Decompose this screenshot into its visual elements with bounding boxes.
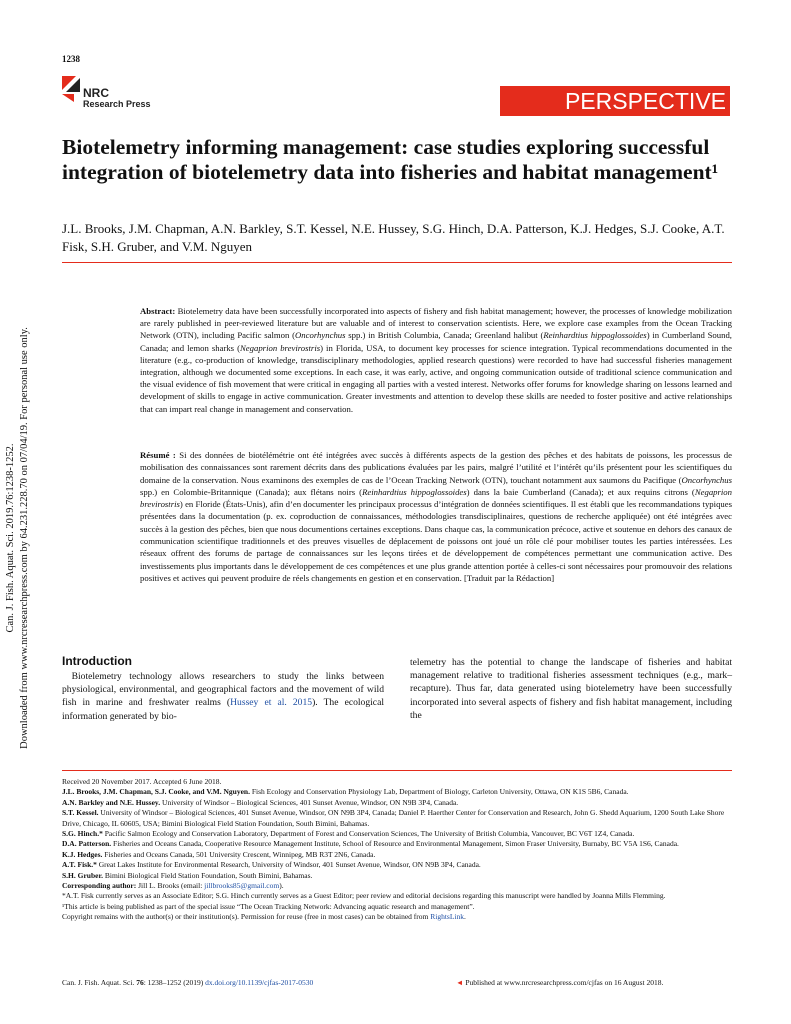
footer-pages: : 1238–1252 (2019) <box>143 978 204 987</box>
special-issue-note: ¹This article is being published as part of the special issue “The Ocean Tracking Network: Advancing aquatic research and management”. <box>62 901 475 911</box>
footer-citation <box>62 978 313 987</box>
affiliation-text: Bimini Biological Field Station Foundation, South Bimini, Bahamas. <box>102 870 313 880</box>
affiliation-names: S.H. Gruber. <box>62 870 103 880</box>
affiliation <box>62 850 732 860</box>
abstract-species-3: Negaprion brevirostris <box>240 342 321 353</box>
abstract-text-1: Biotelemetry data have been successfully incorporated into aspects of fishery and fish habitat management; however, the processes of knowledge mobilization are rarely published in peer-reviewed literature but are valuable and of interest to conservation scientists. Here, we explore case examples from the Ocean Tracking Network (OTN), including Pacific salmon ( <box>140 306 732 341</box>
copyright-end: . <box>464 912 466 922</box>
publisher-logo <box>62 74 182 114</box>
article-title: Biotelemetry informing management: case studies exploring successful integration of biotelemetry data into fisheries and habitat management¹ <box>62 135 719 184</box>
affiliation-text: University of Windsor – Biological Sciences, 401 Sunset Avenue, Windsor, ON N9B 3P4, Canada. <box>160 797 459 807</box>
abstract-text-4: ) in Florida, USA, to document key processes for science integration. Typical recommendations documented in the literature (e.g., co-production of knowledge, transdisciplinary methodologies, applied research questions) were recorded to have had successful fisheries management integration, although we documented some exceptions. In each case, it was early, active, and ongoing communication outside of traditional science communication and the visual evidence of fish movement that were critical in engaging all parties with a vested interest. Networks offer forums for knowledge sharing on lessons learned and development of skills to engage in active communication. Greater investments and attention to develop these skills are needed to foster positive and active relationships that can impart real change in management and conservation. <box>140 342 732 414</box>
footer-journal: Can. J. Fish. Aquat. Sci. <box>62 978 135 987</box>
introduction-heading: Introduction <box>62 654 132 668</box>
logo-research-press-text: Research Press <box>83 99 151 109</box>
affiliation <box>62 798 732 808</box>
rightslink-link[interactable]: RightsLink <box>430 912 465 922</box>
notes-divider <box>62 770 732 771</box>
author-list: J.L. Brooks, J.M. Chapman, A.N. Barkley, S.T. Kessel, N.E. Hussey, S.G. Hinch, D.A. Patterson, K.J. Hedges, S.J. Cooke, A.T. Fisk, S.H. Gruber, and V.M. Nguyen <box>62 221 725 254</box>
abstract-text-3: ) in Cumberland Sound, Canada; and lemon sharks ( <box>140 330 732 353</box>
intro-text-1: Biotelemetry technology allows researchers to study the links between physiological, environmental, and geographical factors and the movement of wild fish in marine and freshwater realms ( <box>62 671 384 709</box>
affiliation-names: S.T. Kessel. <box>62 808 99 818</box>
affiliation-names: A.T. Fisk.* <box>62 860 97 870</box>
affiliation-names: A.N. Barkley and N.E. Hussey. <box>62 797 161 807</box>
published-arrow-icon: ◄ <box>456 978 464 987</box>
affiliation-text: Fisheries and Oceans Canada, 501 University Crescent, Winnipeg, MB R3T 2N6, Canada. <box>102 849 376 859</box>
affiliation-names: D.A. Patterson. <box>62 839 112 849</box>
copyright-text: Copyright remains with the author(s) or their institution(s). Permission for reuse (free in most cases) can be obtained from <box>62 912 431 922</box>
title-divider <box>62 262 732 263</box>
doi-link[interactable]: dx.doi.org/10.1139/cjfas-2017-0530 <box>205 978 314 987</box>
affiliation-text: Fisheries and Oceans Canada, Cooperative Resource Management Institute, School of Resource and Environmental Management, Simon Fraser University, Burnaby, BC V5A 1S6, Canada. <box>111 839 679 849</box>
affiliation-names: J.L. Brooks, J.M. Chapman, S.J. Cooke, and V.M. Nguyen. <box>62 787 250 797</box>
affiliation <box>62 860 732 870</box>
email-link[interactable]: jillbrooks85@gmail.com <box>204 881 280 891</box>
abstract-text-2: spp.) in British Columbia, Canada; Greenland halibut ( <box>345 330 544 341</box>
sidebar-download-note: Downloaded from www.nrcresearchpress.com by 64.231.228.70 on 07/04/19. For personal use only. <box>19 327 30 749</box>
citation-link[interactable]: Hussey et al. 2015 <box>230 697 313 709</box>
corresponding-author <box>62 881 732 891</box>
intro-column-left <box>62 670 384 723</box>
affiliation-text: University of Windsor – Biological Sciences, 401 Sunset Avenue, Windsor, ON N9B 3P4, Canada; Daniel P. Haerther Center for Conservation and Research, John G. Shedd Aquarium, 1200 South Lake Shore Drive, Chicago, IL 60605, USA; Bimini Biological Field Station Foundation, South Bimini, Bahamas. <box>62 808 725 828</box>
resume-text-4: ) en Floride (États-Unis), afin d’en documenter les principaux processus d’intégration de données scientifiques. Il est établi que les recommandations typiques présentées dans la documentation (p. ex. coproduction de connaissances, méthodologies transdisciplinaires, questions de recherche appliquée) ont été intégrées avec succès à la gestion des pêches, bien que nous documentions certaines exceptions. Dans chaque cas, la communication précoce, active et soutenue en dehors des canaux de communication scientifique traditionnels et des preuves visuelles de déplacement de poissons ont joué un rôle clé pour mobiliser toutes les parties intéressées. Les réseaux offrent des forums de partage de connaissances sur les leçons tirées et de développement de compétences permettant une communication active. Des investissements plus importants dans le développement de ces compétences et une plus grande attention portée à celles-ci sont nécessaires pour promouvoir des relations positives et actives qui peuvent produire de réels changements en gestion et en conservation. [Traduit par la Rédaction] <box>140 499 732 583</box>
abstract <box>140 305 732 415</box>
copyright-note <box>62 912 732 922</box>
affiliation-text: Great Lakes Institute for Environmental Research, University of Windsor, 401 Sunset Avenue, Windsor, ON N9B 3P4, Canada. <box>96 860 481 870</box>
logo-nrc-text: NRC <box>83 86 109 100</box>
affiliation-text: Fish Ecology and Conservation Physiology Lab, Department of Biology, Carleton University, Ottawa, ON K1S 5B6, Canada. <box>249 787 629 797</box>
resume-species-2: Reinhardtius hippoglossoides <box>362 486 467 497</box>
abstract-species-1: Oncorhynchus <box>295 330 346 341</box>
perspective-banner: PERSPECTIVE <box>500 86 730 116</box>
abstract-species-2: Reinhardtius hippoglossoides <box>543 330 647 341</box>
published-text: Published at www.nrcresearchpress.com/cjfas on 16 August 2018. <box>465 978 664 987</box>
resume-text-3: ) dans la baie Cumberland (Canada); et aux requins citrons ( <box>466 486 695 497</box>
received-dates: Received 20 November 2017. Accepted 6 June 2018. <box>62 777 222 786</box>
affiliation <box>62 839 732 849</box>
affiliation <box>62 808 732 829</box>
page-number: 1238 <box>62 54 80 64</box>
intro-text-2: ). The ecological information generated by bio- <box>62 697 384 722</box>
affiliation <box>62 829 732 839</box>
abstract-label: Abstract: <box>140 306 176 316</box>
footer-volume: 76 <box>136 978 144 987</box>
resume-label: Résumé : <box>140 450 176 460</box>
sidebar-citation: Can. J. Fish. Aquat. Sci. 2019.76:1238-1252. <box>5 443 16 633</box>
intro-column-right: telemetry has the potential to change the landscape of fisheries and habitat management relative to traditional fisheries assessment techniques (e.g., mark–recapture). Thus far, data generated using biotelemetry have been successfully incorporated into several aspects of fishery and fish habitat management, including the <box>410 657 732 721</box>
resume-species-1: Oncorhynchus <box>681 474 732 485</box>
footer-published <box>456 978 663 987</box>
affiliation-names: K.J. Hedges. <box>62 849 103 859</box>
resume-text-1: Si des données de biotélémétrie ont été intégrées avec succès à différents aspects de la gestion des pêches et des habitats de poissons, les processus de mobilisation des connaissances sont rarement décrits dans des publications évaluées par les pairs, malgré l’utilité et l’intérêt qu’ils présentent pour les scientifiques du domaine de la conservation. Nous examinons des exemples de cas de l’Ocean Tracking Network (OTN), touchant notamment aux saumons du Pacifique ( <box>140 450 732 485</box>
article-notes <box>62 777 732 923</box>
download-sidebar <box>4 268 32 808</box>
affiliation <box>62 787 732 797</box>
resume-text-2: spp.) en Colombie-Britannique (Canada); aux flétans noirs ( <box>140 486 363 497</box>
nrc-logo-mark-icon <box>62 74 82 102</box>
corresponding-label: Corresponding author: <box>62 881 137 891</box>
affiliation-text: Pacific Salmon Ecology and Conservation Laboratory, Department of Forest and Conservation Sciences, The University of British Columbia, Vancouver, BC V6T 1Z4, Canada. <box>102 829 635 839</box>
resume-species-3: Negaprion brevirostris <box>140 486 732 510</box>
editor-note: *A.T. Fisk currently serves as an Associate Editor; S.G. Hinch currently serves as a Guest Editor; peer review and editorial decisions regarding this manuscript were handled by Joanna Mills Flemming. <box>62 891 666 901</box>
affiliation-names: S.G. Hinch.* <box>62 829 103 839</box>
corresponding-end: ). <box>279 881 284 891</box>
corresponding-text: Jill L. Brooks (email: <box>136 881 205 891</box>
affiliation <box>62 871 732 881</box>
resume <box>140 449 732 584</box>
